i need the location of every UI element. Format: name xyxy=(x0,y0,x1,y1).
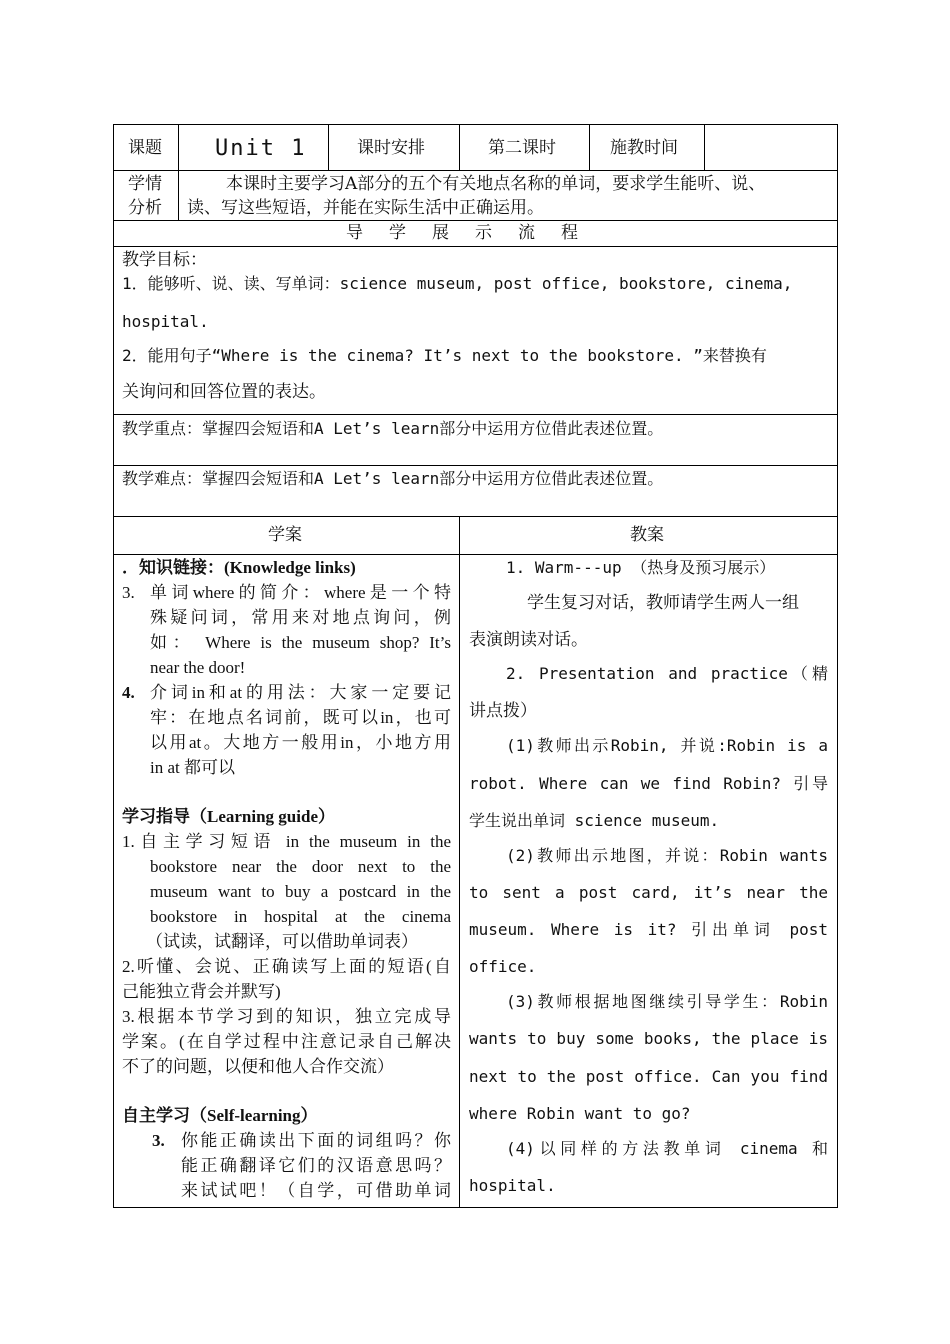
knowledge-link-3: 如： Where is the museum shop? It’s xyxy=(150,633,451,652)
teaching-step: wants to buy some books, the place is xyxy=(469,1029,828,1048)
row-divider xyxy=(113,554,838,555)
column-header-student: 学案 xyxy=(268,525,302,545)
learning-guide-2: 己能独立背会并默写) xyxy=(122,982,281,1001)
col-divider xyxy=(459,516,460,1208)
analysis-label-line1: 学情 xyxy=(128,174,162,194)
knowledge-link-4: 介词in和at的用法：大家一定要记 xyxy=(150,683,451,702)
teaching-step: office. xyxy=(469,957,537,976)
schedule-value: 第二课时 xyxy=(488,138,556,158)
teaching-step: (3)教师根据地图继续引导学生：Robin xyxy=(506,992,828,1011)
learning-guide-3: 3.根据本节学习到的知识，独立完成导 xyxy=(122,1007,451,1026)
self-learning-3: 能正确翻译它们的汉语意思吗？ xyxy=(181,1156,451,1175)
difficulty: 教学难点：掌握四会短语和A Let’s learn部分中运用方位借此表述位置。 xyxy=(122,469,664,488)
teaching-time-label: 施教时间 xyxy=(610,138,678,158)
self-learning-3: 你能正确读出下面的词组吗？你 xyxy=(181,1131,451,1150)
col-divider xyxy=(459,124,460,170)
knowledge-link-3: 殊疑问词，常用来对地点询问，例 xyxy=(150,608,451,627)
col-divider xyxy=(589,124,590,170)
teaching-step: 1. Warm---up （热身及预习展示） xyxy=(506,558,776,577)
column-header-teacher: 教案 xyxy=(630,525,664,545)
knowledge-link-4: in at 都可以 xyxy=(150,758,235,777)
row-divider xyxy=(113,465,838,466)
row-divider xyxy=(113,220,838,221)
self-learning-title: 自主学习（Self-learning） xyxy=(122,1106,318,1125)
list-number: 3. xyxy=(122,583,135,602)
topic-value: Unit 1 xyxy=(215,136,307,161)
row-divider xyxy=(113,414,838,415)
analysis-text-line2: 读、写这些短语，并能在实际生活中正确运用。 xyxy=(187,198,544,218)
analysis-label-line2: 分析 xyxy=(128,198,162,218)
list-number: 4. xyxy=(122,683,135,702)
topic-label: 课题 xyxy=(128,138,162,158)
teaching-step: next to the post office. Can you find xyxy=(469,1067,828,1086)
teaching-step: where Robin want to go? xyxy=(469,1104,691,1123)
schedule-label: 课时安排 xyxy=(357,138,425,158)
knowledge-links-title: ．知识链接：(Knowledge links) xyxy=(122,558,356,577)
teaching-step: 学生复习对话，教师请学生两人一组 xyxy=(527,593,799,613)
teaching-step: 2. Presentation and practice（精 xyxy=(506,664,828,683)
teaching-step: 讲点拨） xyxy=(469,701,537,721)
teaching-step: to sent a post card, it’s near the xyxy=(469,883,828,902)
row-divider xyxy=(113,516,838,517)
goals-line-2: hospital. xyxy=(122,312,209,331)
row-divider xyxy=(113,170,838,171)
col-divider xyxy=(178,124,179,220)
goals-title: 教学目标： xyxy=(122,250,207,270)
learning-guide-1: （试读，试翻译，可以借助单词表） xyxy=(146,932,418,951)
goals-line-3: 2．能用句子“Where is the cinema? It’s next to the bookstore. ”来替换有 xyxy=(122,346,767,365)
teaching-step: museum. Where is it? 引出单词 post xyxy=(469,920,828,939)
teaching-step: hospital. xyxy=(469,1176,556,1195)
teaching-step: (1)教师出示Robin, 并说:Robin is a xyxy=(506,736,828,755)
teaching-step: robot. Where can we find Robin? 引导 xyxy=(469,774,828,793)
teaching-step: (4)以同样的方法教单词 cinema 和 xyxy=(506,1139,828,1158)
teaching-step: 学生说出单词 science museum. xyxy=(469,811,720,830)
knowledge-link-4: 以用at。大地方一般用in，小地方用 xyxy=(150,733,451,752)
self-learning-3: 来试试吧！（自学，可借助单词 xyxy=(181,1181,451,1200)
learning-guide-1: 1.自主学习短语 in the museum in the xyxy=(122,832,451,851)
col-divider xyxy=(704,124,705,170)
learning-guide-title: 学习指导（Learning guide） xyxy=(122,807,335,826)
teaching-step: (2)教师出示地图，并说：Robin wants xyxy=(506,846,828,865)
row-divider xyxy=(113,246,838,247)
learning-guide-1: bookstore near the door next to the xyxy=(150,857,451,876)
analysis-text-line1: 本课时主要学习A部分的五个有关地点名称的单词，要求学生能听、说、 xyxy=(226,174,766,194)
knowledge-link-3: near the door! xyxy=(150,658,246,677)
learning-guide-1: bookstore in hospital at the cinema xyxy=(150,907,451,926)
learning-guide-3: 不了的问题，以便和他人合作交流） xyxy=(122,1057,394,1076)
key-point: 教学重点：掌握四会短语和A Let’s learn部分中运用方位借此表述位置。 xyxy=(122,419,664,438)
goals-line-1: 1．能够听、说、读、写单词：science museum, post office, bookstore, cinema, xyxy=(122,274,793,293)
learning-guide-1: museum want to buy a postcard in the xyxy=(150,882,451,901)
col-divider xyxy=(328,124,329,170)
list-number: 3. xyxy=(152,1131,165,1150)
knowledge-link-4: 牢：在地点名词前，既可以in，也可 xyxy=(150,708,451,727)
goals-line-4: 关询问和回答位置的表达。 xyxy=(122,382,326,402)
flow-title: 导学展示流程 xyxy=(346,223,604,243)
learning-guide-2: 2.听懂、会说、正确读写上面的短语(自 xyxy=(122,957,451,976)
knowledge-link-3: 单词where的简介：where是一个特 xyxy=(150,583,451,602)
learning-guide-3: 学案。(在自学过程中注意记录自己解决 xyxy=(122,1032,451,1051)
teaching-step: 表演朗读对话。 xyxy=(469,630,588,650)
